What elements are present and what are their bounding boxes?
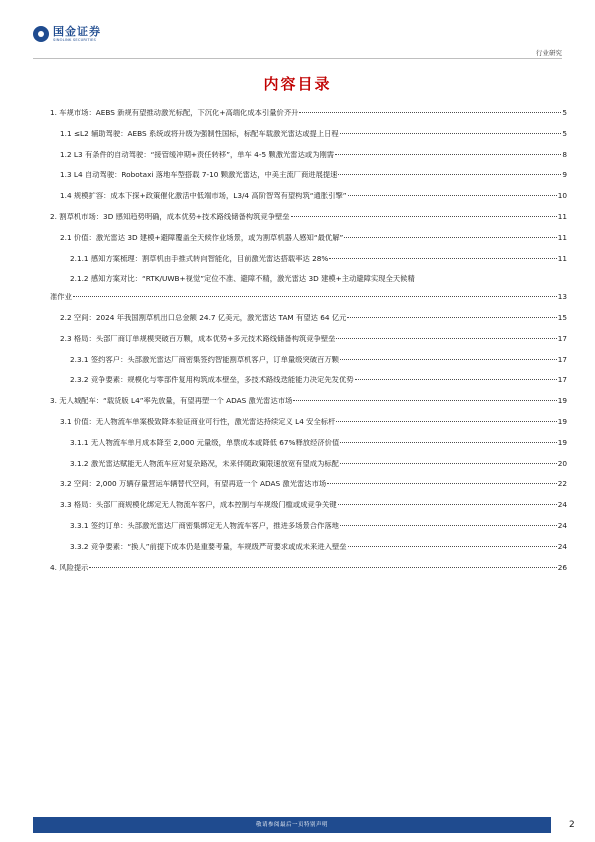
toc-leader-dots <box>299 112 561 113</box>
toc-entry-text: 2.2 空间：2024 年我国割草机出口总金额 24.7 亿美元，激光雷达 TAM 有望达 64 亿元 <box>60 313 347 322</box>
footer-disclaimer-text: 敬请参阅最后一页特别声明 <box>255 822 328 828</box>
toc-entry-text: 2.3.2 竞争要素：规模化与零部件复用构筑成本壁垒，多技术路线迭能能力决定先发优势 <box>70 376 354 385</box>
toc-page-number: 9 <box>562 170 567 180</box>
toc-entry-text: 1.2 L3 有条件的自动驾驶：“接管缓冲期+责任转移”，单车 4-5 颗激光雷达或为刚需 <box>60 150 335 159</box>
toc-page-number: 13 <box>557 292 567 302</box>
toc-entry-text: 2. 割草机市场：3D 感知趋势明确，成本优势+技术路线储备构筑竞争壁垒 <box>50 212 290 221</box>
toc-page-number: 17 <box>557 354 567 364</box>
toc-entry-text: 3.1 价值：无人物流车单案极致降本验证商业可行性，激光雷达持续定义 L4 安全标杆 <box>60 417 336 426</box>
toc-leader-dots <box>340 463 557 464</box>
toc-entry-text: 2.1.2 感知方案对比：“RTK/UWB+视觉”定位不准、避障不精，激光雷达 3D 建模+主动避障实现全天候精 <box>70 274 415 284</box>
company-logo <box>33 24 101 44</box>
toc-entry-3-3-2[interactable] <box>50 543 567 552</box>
toc-leader-dots <box>89 567 556 568</box>
toc-entry-2-3[interactable] <box>50 335 567 344</box>
toc-page-number: 22 <box>557 479 567 489</box>
toc-entry-2-1-1[interactable] <box>50 255 567 264</box>
toc-entry-text: 2.1.1 感知方案梳理：割草机由手推式转向智能化，目前激光雷达搭载率达 28% <box>70 254 329 263</box>
toc-leader-dots <box>355 379 557 380</box>
toc-entry-2-3-2[interactable] <box>50 376 567 385</box>
toc-entry-text: 4. 风险提示 <box>50 563 89 572</box>
toc-leader-dots <box>344 237 556 238</box>
toc-leader-dots <box>338 504 557 505</box>
toc-entry-text-continued: 准作业 <box>50 293 72 302</box>
toc-entry-text: 3.3 格局：头部厂商规模化绑定无人物流车客户，成本控制与车规级门槛或成竞争关键 <box>60 501 337 510</box>
toc-leader-dots <box>348 195 557 196</box>
toc-page-number: 8 <box>562 149 567 159</box>
toc-leader-dots <box>291 216 557 217</box>
toc-page-number: 5 <box>562 128 567 138</box>
toc-entry-text: 2.3.1 签约客户：头部激光雷达厂商密集签约智能割草机客户，订单量级突破百万颗 <box>70 355 339 364</box>
toc-leader-dots <box>327 483 557 484</box>
toc-page-number: 24 <box>557 520 567 530</box>
toc-page-number: 11 <box>557 253 567 263</box>
toc-leader-dots <box>340 133 562 134</box>
toc-entry-text: 1.1 ≤L2 辅助驾驶：AEBS 系统或将升级为强制性国标，标配车载激光雷达或提上日程 <box>60 129 339 138</box>
toc-entry-1-2[interactable] <box>50 151 567 160</box>
toc-entry-1-3[interactable] <box>50 171 567 180</box>
toc-leader-dots <box>336 421 556 422</box>
report-category: 行业研究 <box>536 49 562 57</box>
toc-leader-dots <box>348 546 557 547</box>
toc-entry-4[interactable] <box>50 564 567 573</box>
toc-entry-text: 3.2 空间：2,000 万辆存量营运车辆替代空间，有望再造一个 ADAS 激光雷达市场 <box>60 480 327 489</box>
toc-entry-3-2[interactable] <box>50 480 567 489</box>
toc-entry-3-1-2[interactable] <box>50 460 567 469</box>
toc-entry-text: 3.3.1 签约订单：头部激光雷达厂商密集绑定无人物流车客户，推进多场景合作落地 <box>70 521 339 530</box>
toc-entry-text: 3.1.2 激光雷达赋能无人物流车应对复杂路况，未来伴随政策限速放宽有望成为标配 <box>70 459 339 468</box>
toc-entry-text: 3.1.1 无人物流车单月成本降至 2,000 元量级，单票成本或降低 67%释放经济价值 <box>70 438 340 447</box>
toc-entry-text: 3. 无人城配车：“载货版 L4”率先放量，有望再塑一个 ADAS 激光雷达市场 <box>50 397 293 406</box>
toc-entry-2-1-2[interactable] <box>50 275 567 284</box>
toc-page-number: 17 <box>557 375 567 385</box>
toc-page-number: 26 <box>557 562 567 572</box>
toc-page-number: 5 <box>562 108 567 117</box>
toc-leader-dots <box>329 258 556 259</box>
toc-entry-text: 1. 车规市场：AEBS 新规有望推动激光标配，下沉化+高端化成本引量价齐升 <box>50 109 299 117</box>
toc-leader-dots <box>335 154 561 155</box>
header-divider <box>33 58 562 59</box>
toc-page-number: 20 <box>557 458 567 468</box>
toc-leader-dots <box>73 296 557 297</box>
toc-entry-3-1[interactable] <box>50 418 567 427</box>
logo-text <box>53 26 101 43</box>
page-title: 内容目录 <box>263 75 332 93</box>
toc-page-number: 19 <box>557 396 567 406</box>
toc-entry-text: 1.4 规模扩容：成本下探+政策催化激活中低端市场，L3/4 高阶智驾有望构筑“通胀引擎” <box>60 192 347 201</box>
toc-entry-1-1[interactable] <box>50 130 567 139</box>
toc-entry-text: 2.1 价值：激光雷达 3D 建模+避障覆盖全天候作业场景，或为割草机器人感知“最优解” <box>60 233 344 242</box>
toc-leader-dots <box>336 338 556 339</box>
logo-mark-icon <box>33 26 49 42</box>
toc-page-number: 19 <box>557 437 567 447</box>
page-number: 2 <box>569 820 575 830</box>
toc-page-number: 17 <box>557 333 567 343</box>
toc-leader-dots <box>347 317 556 318</box>
toc-leader-dots <box>340 525 557 526</box>
toc-entry-3-3[interactable] <box>50 501 567 510</box>
toc-page-number: 11 <box>557 232 567 242</box>
toc-entry-text: 2.3 格局：头部厂商订单规模突破百万颗，成本优势+多元技术路线储备构筑竞争壁垒 <box>60 334 336 343</box>
toc-entry-1[interactable] <box>50 109 567 118</box>
logo-english-name: SINOLINK SECURITIES <box>53 37 96 42</box>
toc-leader-dots <box>338 174 561 175</box>
toc-entry-2-1-2-continued[interactable] <box>50 293 567 302</box>
toc-entry-1-4[interactable] <box>50 192 567 201</box>
toc-entry-text: 3.3.2 竞争要素：“换人”前提下成本仍是重要考量，车规级严苛要求或成未来进入壁垒 <box>70 542 347 551</box>
toc-entry-3[interactable] <box>50 397 567 406</box>
toc-page-number: 24 <box>557 541 567 551</box>
toc-entry-2-3-1[interactable] <box>50 356 567 365</box>
toc-entry-2-1[interactable] <box>50 234 567 243</box>
table-of-contents <box>50 109 567 572</box>
toc-page-number: 24 <box>557 500 567 510</box>
toc-page-number: 19 <box>557 416 567 426</box>
toc-page-number: 10 <box>557 191 567 201</box>
toc-leader-dots <box>340 359 557 360</box>
toc-entry-2-2[interactable] <box>50 314 567 323</box>
toc-entry-2[interactable] <box>50 213 567 222</box>
toc-entry-3-3-1[interactable] <box>50 522 567 531</box>
toc-leader-dots <box>293 400 556 401</box>
toc-page-number: 11 <box>557 211 567 221</box>
toc-page-number: 15 <box>557 312 567 322</box>
toc-entry-3-1-1[interactable] <box>50 439 567 448</box>
footer-disclaimer-bar <box>33 817 551 833</box>
logo-chinese-name: 国金证券 <box>53 24 101 38</box>
toc-leader-dots <box>340 442 556 443</box>
toc-entry-text: 1.3 L4 自动驾驶：Robotaxi 落地车型搭载 7-10 颗激光雷达，中美主流厂商进展提速 <box>60 171 338 180</box>
